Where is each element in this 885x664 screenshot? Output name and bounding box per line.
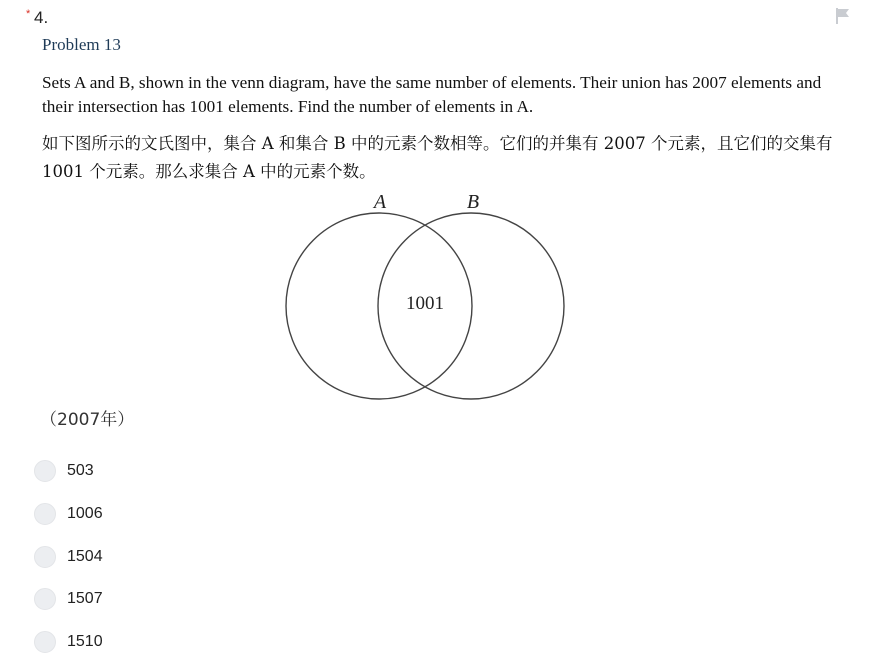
required-marker: * <box>26 8 31 20</box>
radio-button[interactable] <box>34 546 56 568</box>
venn-diagram <box>280 186 580 406</box>
option-label: 1507 <box>67 590 103 608</box>
question-text-english: Sets A and B, shown in the venn diagram, have the same number of elements. Their union has 2007 elements and their intersection has 1001 elements. Find the number of elements in A. <box>42 73 822 116</box>
option-label: 1510 <box>67 633 103 651</box>
intersection-value: 1001 <box>406 293 444 314</box>
radio-button[interactable] <box>34 503 56 525</box>
option-503[interactable] <box>34 450 103 493</box>
problem-title: Problem 13 <box>42 35 121 54</box>
answer-options <box>34 450 103 663</box>
option-1504[interactable] <box>34 535 103 578</box>
option-label: 503 <box>67 462 94 480</box>
option-label: 1006 <box>67 505 103 523</box>
set-a-label: A <box>373 191 387 213</box>
option-label: 1504 <box>67 547 103 565</box>
option-1510[interactable] <box>34 621 103 664</box>
radio-button[interactable] <box>34 631 56 653</box>
set-a-circle <box>286 213 472 399</box>
set-b-label: B <box>466 191 480 213</box>
radio-button[interactable] <box>34 588 56 610</box>
year-note: （2007年） <box>40 410 135 430</box>
option-1507[interactable] <box>34 578 103 621</box>
question-text-chinese: 如下图所示的文氏图中，集合 A 和集合 B 中的元素个数相等。它们的并集有 2007 个元素，且它们的交集有 1001 个元素。那么求集合 A 中的元素个数。 <box>42 134 833 181</box>
option-1006[interactable] <box>34 493 103 536</box>
question-number: 4. <box>34 8 49 27</box>
radio-button[interactable] <box>34 460 56 482</box>
flag-icon[interactable] <box>833 6 853 26</box>
